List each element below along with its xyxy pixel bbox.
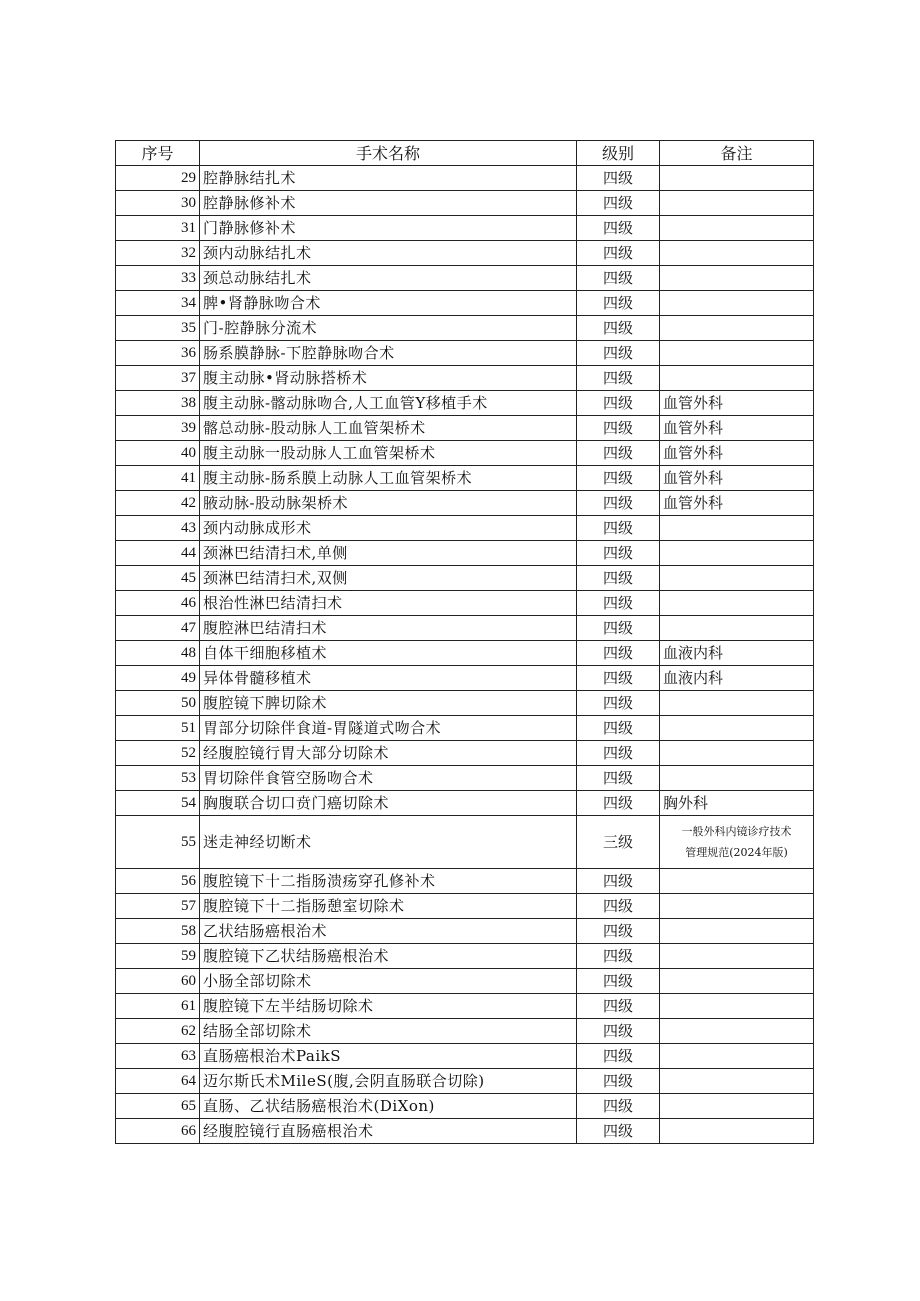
- procedure-name-cell: 髂总动脉-股动脉人工血管架桥术: [200, 416, 577, 441]
- table-row: [116, 516, 814, 541]
- procedure-name-cell: 门-腔静脉分流术: [200, 316, 577, 341]
- row-number-cell: 38: [116, 391, 200, 416]
- row-number-cell: 45: [116, 566, 200, 591]
- row-number-cell: 36: [116, 341, 200, 366]
- procedure-level-cell: 四级: [577, 716, 660, 741]
- procedure-level-cell: 四级: [577, 919, 660, 944]
- row-number-cell: 34: [116, 291, 200, 316]
- procedure-name-cell: 脾•肾静脉吻合术: [200, 291, 577, 316]
- table-body: [116, 166, 814, 1144]
- procedure-name-cell: 腹主动脉-髂动脉吻合,人工血管Y移植手术: [200, 391, 577, 416]
- procedure-name-cell: 自体干细胞移植术: [200, 641, 577, 666]
- procedure-name-cell: 经腹腔镜行直肠癌根治术: [200, 1119, 577, 1144]
- row-number-cell: 39: [116, 416, 200, 441]
- remark-line: 管理规范(2024年版): [685, 846, 788, 859]
- header-name: 手术名称: [200, 141, 577, 166]
- row-number-cell: 59: [116, 944, 200, 969]
- row-number-cell: 50: [116, 691, 200, 716]
- remark-cell: [660, 541, 814, 566]
- remark-cell: [660, 316, 814, 341]
- row-number-cell: 30: [116, 191, 200, 216]
- remark-cell: [660, 816, 814, 869]
- procedure-level-cell: 四级: [577, 491, 660, 516]
- table-row: [116, 441, 814, 466]
- row-number-cell: 52: [116, 741, 200, 766]
- table-row: [116, 919, 814, 944]
- procedure-name-cell: 根治性淋巴结清扫术: [200, 591, 577, 616]
- table-row: [116, 791, 814, 816]
- procedure-name-cell: 腹腔镜下十二指肠憩室切除术: [200, 894, 577, 919]
- procedure-name-cell: 迈尔斯氏术MileS(腹,会阴直肠联合切除): [200, 1069, 577, 1094]
- remark-cell: [660, 216, 814, 241]
- procedure-level-cell: 四级: [577, 191, 660, 216]
- remark-cell: [660, 994, 814, 1019]
- table-row: [116, 1094, 814, 1119]
- procedure-level-cell: 四级: [577, 366, 660, 391]
- remark-cell: [660, 291, 814, 316]
- table-row: [116, 1119, 814, 1144]
- table-row: [116, 691, 814, 716]
- table-row: [116, 869, 814, 894]
- row-number-cell: 48: [116, 641, 200, 666]
- remark-cell: [660, 341, 814, 366]
- table-row: [116, 316, 814, 341]
- remark-cell: 血液内科: [660, 666, 814, 691]
- procedure-level-cell: 四级: [577, 969, 660, 994]
- procedure-name-cell: 腹主动脉一股动脉人工血管架桥术: [200, 441, 577, 466]
- procedure-name-cell: 腹腔镜下左半结肠切除术: [200, 994, 577, 1019]
- procedure-name-cell: 异体骨髓移植术: [200, 666, 577, 691]
- table-row: [116, 766, 814, 791]
- procedure-name-cell: 肠系膜静脉-下腔静脉吻合术: [200, 341, 577, 366]
- procedure-level-cell: 四级: [577, 391, 660, 416]
- header-note: 备注: [660, 141, 814, 166]
- row-number-cell: 41: [116, 466, 200, 491]
- row-number-cell: 42: [116, 491, 200, 516]
- procedure-level-cell: 四级: [577, 994, 660, 1019]
- remark-cell: [660, 191, 814, 216]
- procedure-level-cell: 四级: [577, 1119, 660, 1144]
- table-row: [116, 566, 814, 591]
- row-number-cell: 51: [116, 716, 200, 741]
- remark-cell: [660, 266, 814, 291]
- procedure-name-cell: 门静脉修补术: [200, 216, 577, 241]
- remark-cell: [660, 766, 814, 791]
- procedure-name-cell: 小肠全部切除术: [200, 969, 577, 994]
- procedure-name-cell: 颈淋巴结清扫术,双侧: [200, 566, 577, 591]
- procedure-level-cell: 四级: [577, 1044, 660, 1069]
- header-no: 序号: [116, 141, 200, 166]
- remark-cell: [660, 716, 814, 741]
- table-row: [116, 241, 814, 266]
- table-row: [116, 266, 814, 291]
- table-row: [116, 541, 814, 566]
- table-row: [116, 969, 814, 994]
- table-row: [116, 1069, 814, 1094]
- procedure-name-cell: 颈总动脉结扎术: [200, 266, 577, 291]
- procedure-level-cell: 四级: [577, 566, 660, 591]
- procedure-level-cell: 四级: [577, 541, 660, 566]
- procedure-level-cell: 四级: [577, 241, 660, 266]
- procedure-name-cell: 腹主动脉-肠系膜上动脉人工血管架桥术: [200, 466, 577, 491]
- procedure-level-cell: 四级: [577, 666, 660, 691]
- remark-cell: [660, 944, 814, 969]
- row-number-cell: 32: [116, 241, 200, 266]
- remark-line: 一般外科内镜诊疗技术: [681, 825, 792, 838]
- procedure-level-cell: 四级: [577, 466, 660, 491]
- procedure-level-cell: 四级: [577, 591, 660, 616]
- row-number-cell: 58: [116, 919, 200, 944]
- row-number-cell: 44: [116, 541, 200, 566]
- remark-cell: 胸外科: [660, 791, 814, 816]
- remark-cell: 血管外科: [660, 416, 814, 441]
- procedure-name-cell: 胸腹联合切口贲门癌切除术: [200, 791, 577, 816]
- table-row: [116, 166, 814, 191]
- row-number-cell: 35: [116, 316, 200, 341]
- row-number-cell: 62: [116, 1019, 200, 1044]
- table-row: [116, 591, 814, 616]
- procedure-name-cell: 腹主动脉•肾动脉搭桥术: [200, 366, 577, 391]
- procedure-level-cell: 四级: [577, 641, 660, 666]
- remark-cell: [660, 1019, 814, 1044]
- procedure-name-cell: 直肠癌根治术PaikS: [200, 1044, 577, 1069]
- table-row: [116, 466, 814, 491]
- procedure-level-cell: 三级: [577, 816, 660, 869]
- remark-cell: [660, 1119, 814, 1144]
- remark-cell: [660, 566, 814, 591]
- procedure-name-cell: 腹腔镜下乙状结肠癌根治术: [200, 944, 577, 969]
- procedure-level-cell: 四级: [577, 616, 660, 641]
- table-row: [116, 491, 814, 516]
- procedure-level-cell: 四级: [577, 516, 660, 541]
- table-row: [116, 1019, 814, 1044]
- procedure-name-cell: 经腹腔镜行胃大部分切除术: [200, 741, 577, 766]
- row-number-cell: 57: [116, 894, 200, 919]
- procedure-name-cell: 颈淋巴结清扫术,单侧: [200, 541, 577, 566]
- remark-cell: 血液内科: [660, 641, 814, 666]
- procedure-name-cell: 胃切除伴食管空肠吻合术: [200, 766, 577, 791]
- remark-cell: [660, 894, 814, 919]
- table-row: [116, 341, 814, 366]
- procedure-level-cell: 四级: [577, 1019, 660, 1044]
- table-row: [116, 216, 814, 241]
- row-number-cell: 54: [116, 791, 200, 816]
- table-row: [116, 641, 814, 666]
- procedure-level-cell: 四级: [577, 791, 660, 816]
- row-number-cell: 55: [116, 816, 200, 869]
- table-row: [116, 191, 814, 216]
- remark-cell: [660, 1094, 814, 1119]
- row-number-cell: 61: [116, 994, 200, 1019]
- table-row: [116, 616, 814, 641]
- remark-cell: [660, 166, 814, 191]
- row-number-cell: 43: [116, 516, 200, 541]
- procedure-name-cell: 胃部分切除伴食道-胃隧道式吻合术: [200, 716, 577, 741]
- remark-cell: [660, 1044, 814, 1069]
- procedure-name-cell: 乙状结肠癌根治术: [200, 919, 577, 944]
- remark-cell: [660, 241, 814, 266]
- row-number-cell: 63: [116, 1044, 200, 1069]
- table-row: [116, 391, 814, 416]
- procedure-level-cell: 四级: [577, 741, 660, 766]
- row-number-cell: 47: [116, 616, 200, 641]
- row-number-cell: 31: [116, 216, 200, 241]
- procedure-level-cell: 四级: [577, 291, 660, 316]
- procedure-name-cell: 颈内动脉成形术: [200, 516, 577, 541]
- table-row: [116, 416, 814, 441]
- procedure-level-cell: 四级: [577, 341, 660, 366]
- row-number-cell: 49: [116, 666, 200, 691]
- remark-cell: [660, 691, 814, 716]
- table-row: [116, 291, 814, 316]
- remark-cell: 血管外科: [660, 491, 814, 516]
- remark-cell: [660, 516, 814, 541]
- procedure-name-cell: 腔静脉结扎术: [200, 166, 577, 191]
- remark-cell: [660, 741, 814, 766]
- table-row: [116, 716, 814, 741]
- row-number-cell: 66: [116, 1119, 200, 1144]
- procedure-level-cell: 四级: [577, 416, 660, 441]
- remark-cell: [660, 969, 814, 994]
- procedure-name-cell: 腋动脉-股动脉架桥术: [200, 491, 577, 516]
- table-row: [116, 666, 814, 691]
- row-number-cell: 56: [116, 869, 200, 894]
- procedure-level-cell: 四级: [577, 266, 660, 291]
- row-number-cell: 37: [116, 366, 200, 391]
- row-number-cell: 65: [116, 1094, 200, 1119]
- row-number-cell: 40: [116, 441, 200, 466]
- procedure-level-cell: 四级: [577, 691, 660, 716]
- table-row: [116, 994, 814, 1019]
- remark-cell: [660, 366, 814, 391]
- row-number-cell: 46: [116, 591, 200, 616]
- remark-cell: [660, 591, 814, 616]
- table-row: [116, 366, 814, 391]
- procedure-name-cell: 颈内动脉结扎术: [200, 241, 577, 266]
- table-row: [116, 816, 814, 869]
- procedure-level-cell: 四级: [577, 216, 660, 241]
- procedure-level-cell: 四级: [577, 1069, 660, 1094]
- row-number-cell: 64: [116, 1069, 200, 1094]
- procedure-name-cell: 结肠全部切除术: [200, 1019, 577, 1044]
- procedure-level-cell: 四级: [577, 944, 660, 969]
- procedure-name-cell: 腹腔镜下十二指肠溃疡穿孔修补术: [200, 869, 577, 894]
- row-number-cell: 33: [116, 266, 200, 291]
- procedure-name-cell: 腹腔淋巴结清扫术: [200, 616, 577, 641]
- remark-cell: [660, 919, 814, 944]
- table-row: [116, 741, 814, 766]
- remark-cell: [660, 616, 814, 641]
- procedure-name-cell: 腔静脉修补术: [200, 191, 577, 216]
- procedure-level-cell: 四级: [577, 441, 660, 466]
- procedure-name-cell: 迷走神经切断术: [200, 816, 577, 869]
- procedure-name-cell: 直肠、乙状结肠癌根治术(DiXon): [200, 1094, 577, 1119]
- procedure-level-cell: 四级: [577, 166, 660, 191]
- row-number-cell: 53: [116, 766, 200, 791]
- row-number-cell: 29: [116, 166, 200, 191]
- remark-cell: 血管外科: [660, 466, 814, 491]
- table-row: [116, 894, 814, 919]
- table-row: [116, 944, 814, 969]
- remark-cell: 血管外科: [660, 441, 814, 466]
- procedure-name-cell: 腹腔镜下脾切除术: [200, 691, 577, 716]
- procedure-level-cell: 四级: [577, 894, 660, 919]
- surgery-table: [115, 140, 814, 1144]
- remark-cell: [660, 1069, 814, 1094]
- remark-cell: [660, 869, 814, 894]
- table-row: [116, 1044, 814, 1069]
- procedure-level-cell: 四级: [577, 869, 660, 894]
- procedure-level-cell: 四级: [577, 766, 660, 791]
- header-level: 级别: [577, 141, 660, 166]
- procedure-level-cell: 四级: [577, 1094, 660, 1119]
- procedure-level-cell: 四级: [577, 316, 660, 341]
- row-number-cell: 60: [116, 969, 200, 994]
- table-header-row: [116, 141, 814, 166]
- remark-cell: 血管外科: [660, 391, 814, 416]
